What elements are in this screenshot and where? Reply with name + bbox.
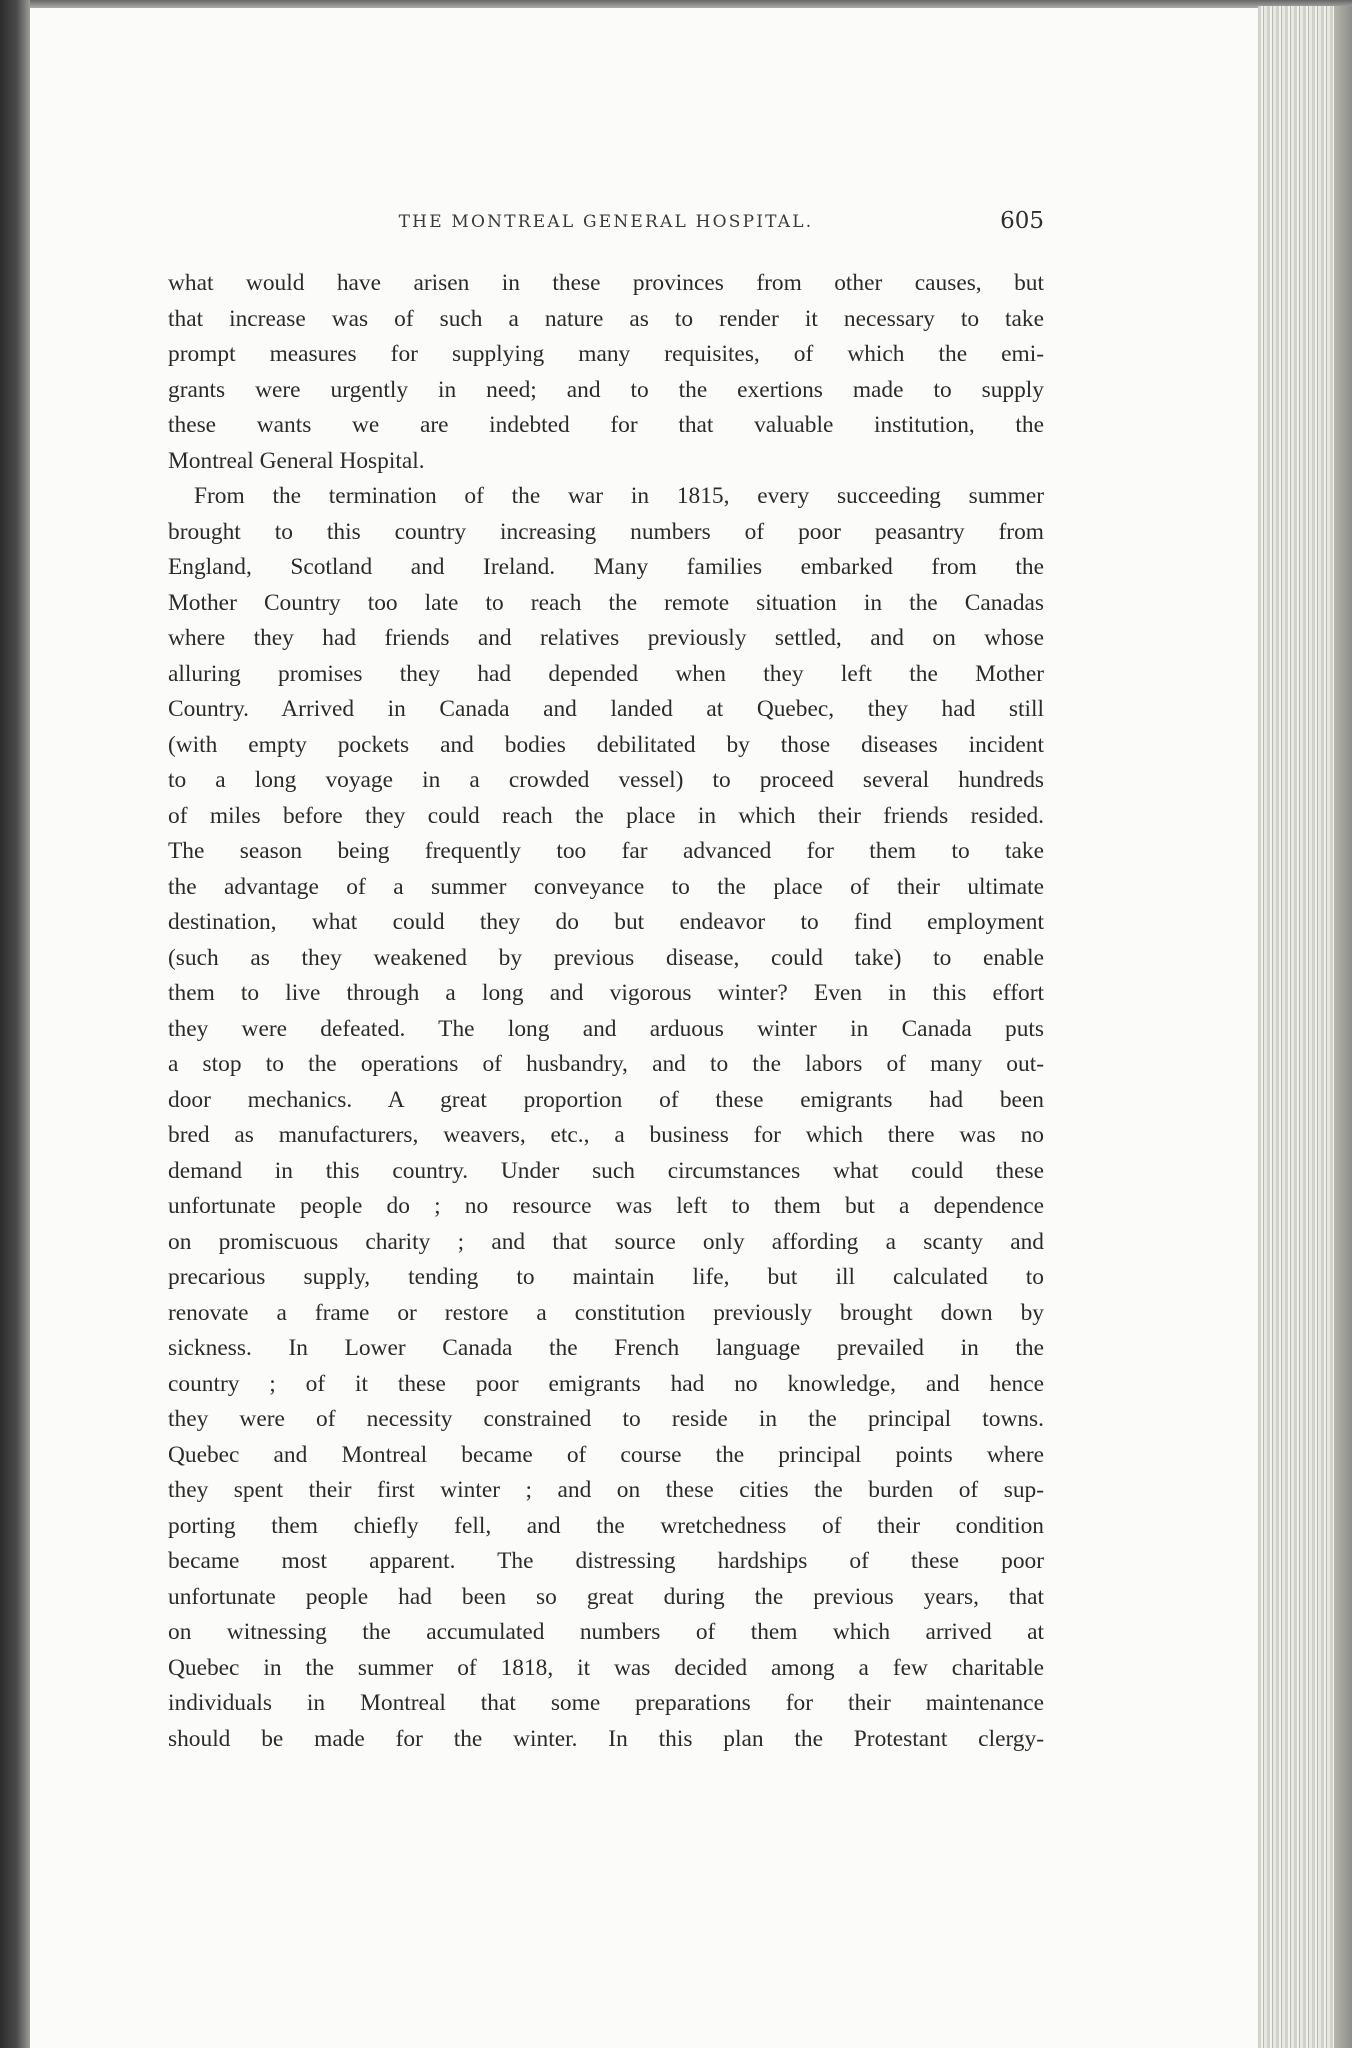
text-line: on promiscuous charity ; and that source only affording a scanty and [168,1228,1044,1255]
text-line: a stop to the operations of husbandry, and to the labors of many out- [168,1051,1044,1077]
text-line: individuals in Montreal that some preparations for their maintenance [168,1690,1044,1716]
text-line: should be made for the winter. In this plan the Protestant clergy- [168,1725,1044,1752]
text-line: the advantage of a summer conveyance to the place of their ultimate [168,873,1044,900]
text-line: brought to this country increasing numbers of poor peasantry from [168,518,1044,545]
text-line: The season being frequently too far advanced for them to take [168,838,1044,864]
page-number: 605 [1000,208,1044,234]
text-line: country ; of it these poor emigrants had no knowledge, and hence [168,1370,1044,1397]
text-line: Mother Country too late to reach the remote situation in the Canadas [168,589,1044,616]
text-line: Quebec in the summer of 1818, it was decided among a few charitable [168,1654,1044,1681]
running-head [168,208,1044,240]
text-line: of miles before they could reach the place in which their friends resided. [168,802,1044,829]
text-line: Montreal General Hospital. [168,447,425,474]
text-line: on witnessing the accumulated numbers of them which arrived at [168,1619,1044,1645]
text-line: became most apparent. The distressing hardships of these poor [168,1548,1044,1574]
text-line: that increase was of such a nature as to render it necessary to take [168,305,1044,332]
text-line: renovate a frame or restore a constitution previously brought down by [168,1299,1044,1326]
text-line: they were defeated. The long and arduous winter in Canada puts [168,1015,1044,1042]
text-line: From the termination of the war in 1815, every succeeding summer [194,483,1044,509]
text-line: unfortunate people do ; no resource was left to them but a dependence [168,1193,1044,1219]
text-line: destination, what could they do but endeavor to find employment [168,909,1044,935]
text-line: unfortunate people had been so great during the previous years, that [168,1583,1044,1610]
text-line: England, Scotland and Ireland. Many families embarked from the [168,554,1044,580]
text-line: to a long voyage in a crowded vessel) to proceed several hundreds [168,767,1044,793]
paragraph-2 [168,479,1044,1757]
text-line: alluring promises they had depended when they left the Mother [168,660,1044,687]
text-line: they were of necessity constrained to reside in the principal towns. [168,1406,1044,1432]
text-line: precarious supply, tending to maintain life, but ill calculated to [168,1264,1044,1290]
text-line: them to live through a long and vigorous winter? Even in this effort [168,980,1044,1006]
text-line: porting them chiefly fell, and the wretchedness of their condition [168,1512,1044,1539]
text-line: Quebec and Montreal became of course the principal points where [168,1441,1044,1468]
text-line: (with empty pockets and bodies debilitated by those diseases incident [168,731,1044,758]
text-line: demand in this country. Under such circumstances what could these [168,1157,1044,1184]
text-line: sickness. In Lower Canada the French language prevailed in the [168,1335,1044,1361]
text-line: bred as manufacturers, weavers, etc., a business for which there was no [168,1122,1044,1148]
paragraph-1 [168,266,1044,479]
book-binding-shadow [0,0,30,2048]
text-line: these wants we are indebted for that valuable institution, the [168,412,1044,438]
text-line: prompt measures for supplying many requisites, of which the emi- [168,341,1044,367]
text-line: Country. Arrived in Canada and landed at Quebec, they had still [168,696,1044,722]
body-text [168,266,1044,1757]
text-line: they spent their first winter ; and on these cities the burden of sup- [168,1477,1044,1503]
text-line: grants were urgently in need; and to the exertions made to supply [168,376,1044,403]
text-line: what would have arisen in these provinces from other causes, but [168,270,1044,296]
text-line: door mechanics. A great proportion of these emigrants had been [168,1086,1044,1113]
page-stack-edge [1258,6,1352,2048]
text-line: (such as they weakened by previous disease, could take) to enable [168,944,1044,971]
text-line: where they had friends and relatives previously settled, and on whose [168,625,1044,651]
running-title: THE MONTREAL GENERAL HOSPITAL. [398,212,814,232]
